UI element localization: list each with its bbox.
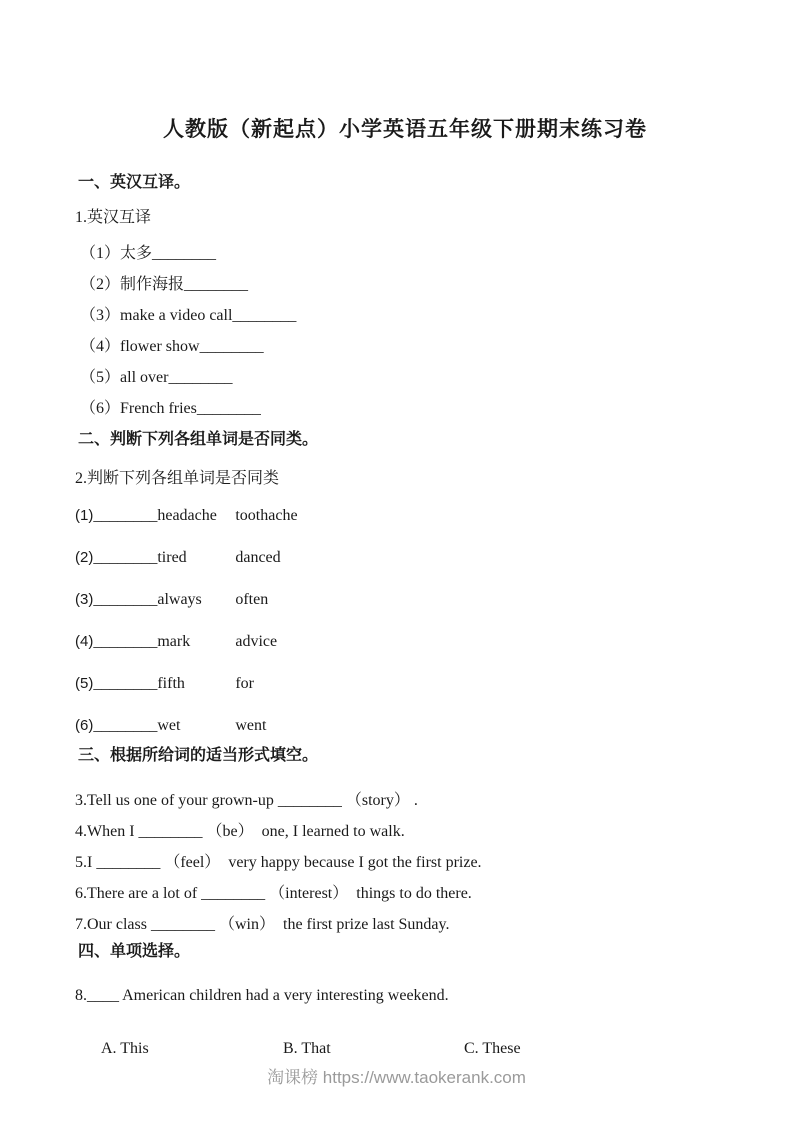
item-text: 制作海报	[120, 276, 185, 293]
section-1-items	[75, 243, 735, 420]
item-label: （6）	[80, 400, 121, 417]
item-text: flower show	[120, 338, 200, 355]
question-number: 8.	[75, 987, 87, 1004]
word-1: always	[157, 591, 202, 608]
answer-blank: ________	[93, 549, 158, 566]
question-text: American children had a very interesting weekend.	[119, 987, 449, 1004]
answer-blank: ________	[168, 369, 233, 386]
item-number: (2)	[75, 549, 94, 566]
word-hint: （feel）	[160, 854, 221, 871]
answer-blank: ________	[150, 916, 215, 933]
word-hint: （win）	[214, 916, 275, 933]
item-number: (4)	[75, 633, 94, 650]
item-number: (1)	[75, 507, 94, 524]
sentence-start: 3.Tell us one of your grown-up	[75, 792, 278, 809]
page-title: 人教版（新起点）小学英语五年级下册期末练习卷	[163, 117, 647, 141]
item-text: French fries	[120, 400, 197, 417]
sentence-end: very happy because I got the first prize.	[220, 854, 482, 871]
word-group-item-2	[75, 547, 735, 569]
item-number: (5)	[75, 675, 94, 692]
choice-question-8	[75, 985, 735, 1007]
answer-blank: ________	[196, 400, 261, 417]
item-label: （2）	[80, 276, 121, 293]
answer-blank: ________	[152, 245, 217, 262]
section-2-intro: 2.判断下列各组单词是否同类	[75, 470, 280, 487]
word-1: fifth	[157, 675, 185, 692]
item-label: （4）	[80, 338, 121, 355]
sentence-end: the first prize last Sunday.	[275, 916, 450, 933]
sentence-end: one, I learned to walk.	[253, 823, 405, 840]
answer-blank: ____	[87, 987, 119, 1004]
fill-blank-item-3	[75, 790, 735, 812]
word-1: tired	[157, 549, 187, 566]
option-b: B. That	[283, 1040, 331, 1057]
section-3-items	[75, 790, 735, 936]
watermark-footer: 淘课榜 https://www.taokerank.com	[267, 1068, 526, 1087]
word-2: advice	[235, 633, 278, 650]
answer-blank: ________	[138, 823, 203, 840]
translation-item-2	[75, 274, 735, 296]
word-2: toothache	[235, 507, 298, 524]
section-4-heading: 四、单项选择。	[78, 943, 191, 960]
fill-blank-item-6	[75, 883, 735, 905]
word-2: often	[235, 591, 269, 608]
answer-blank: ________	[199, 338, 264, 355]
section-1-intro: 1.英汉互译	[75, 209, 152, 226]
answer-blank: ________	[93, 633, 158, 650]
word-group-item-1	[75, 505, 735, 527]
answer-blank: ________	[277, 792, 342, 809]
word-2: for	[235, 675, 254, 692]
fill-blank-item-5	[75, 852, 735, 874]
answer-blank: ________	[201, 885, 266, 902]
word-group-item-5	[75, 673, 735, 695]
word-hint: （interest）	[265, 885, 349, 902]
word-hint: （be）	[202, 823, 254, 840]
word-1: wet	[157, 717, 181, 734]
fill-blank-item-7	[75, 914, 735, 936]
answer-blank: ________	[93, 591, 158, 608]
item-label: （3）	[80, 307, 121, 324]
item-text: all over	[120, 369, 169, 386]
sentence-end: things to do there.	[348, 885, 472, 902]
item-label: （5）	[80, 369, 121, 386]
word-group-item-6	[75, 715, 735, 737]
option-a: A. This	[101, 1040, 149, 1057]
word-group-item-4	[75, 631, 735, 653]
item-label: （1）	[80, 245, 121, 262]
section-2-heading: 二、判断下列各组单词是否同类。	[78, 431, 319, 448]
translation-item-3	[75, 305, 735, 327]
answer-blank: ________	[232, 307, 297, 324]
option-c: C. These	[464, 1040, 521, 1057]
section-2-items	[75, 505, 735, 737]
word-1: mark	[157, 633, 191, 650]
fill-blank-item-4	[75, 821, 735, 843]
word-1: headache	[157, 507, 217, 524]
item-number: (6)	[75, 717, 94, 734]
sentence-start: 7.Our class	[75, 916, 151, 933]
sentence-start: 6.There are a lot of	[75, 885, 202, 902]
word-group-item-3	[75, 589, 735, 611]
word-2: danced	[235, 549, 281, 566]
sentence-start: 4.When I	[75, 823, 139, 840]
translation-item-6	[75, 398, 735, 420]
answer-blank: ________	[184, 276, 249, 293]
answer-blank: ________	[93, 717, 158, 734]
section-3-heading: 三、根据所给词的适当形式填空。	[78, 747, 319, 764]
translation-item-4	[75, 336, 735, 358]
word-2: went	[235, 717, 267, 734]
word-hint: （story）	[341, 792, 410, 809]
item-number: (3)	[75, 591, 94, 608]
translation-item-1	[75, 243, 735, 265]
section-1-heading: 一、英汉互译。	[78, 174, 191, 191]
answer-blank: ________	[96, 854, 161, 871]
translation-item-5	[75, 367, 735, 389]
answer-blank: ________	[93, 675, 158, 692]
item-text: 太多	[120, 245, 153, 262]
answer-blank: ________	[93, 507, 158, 524]
item-text: make a video call	[120, 307, 233, 324]
sentence-start: 5.I	[75, 854, 97, 871]
sentence-end: .	[409, 792, 418, 809]
